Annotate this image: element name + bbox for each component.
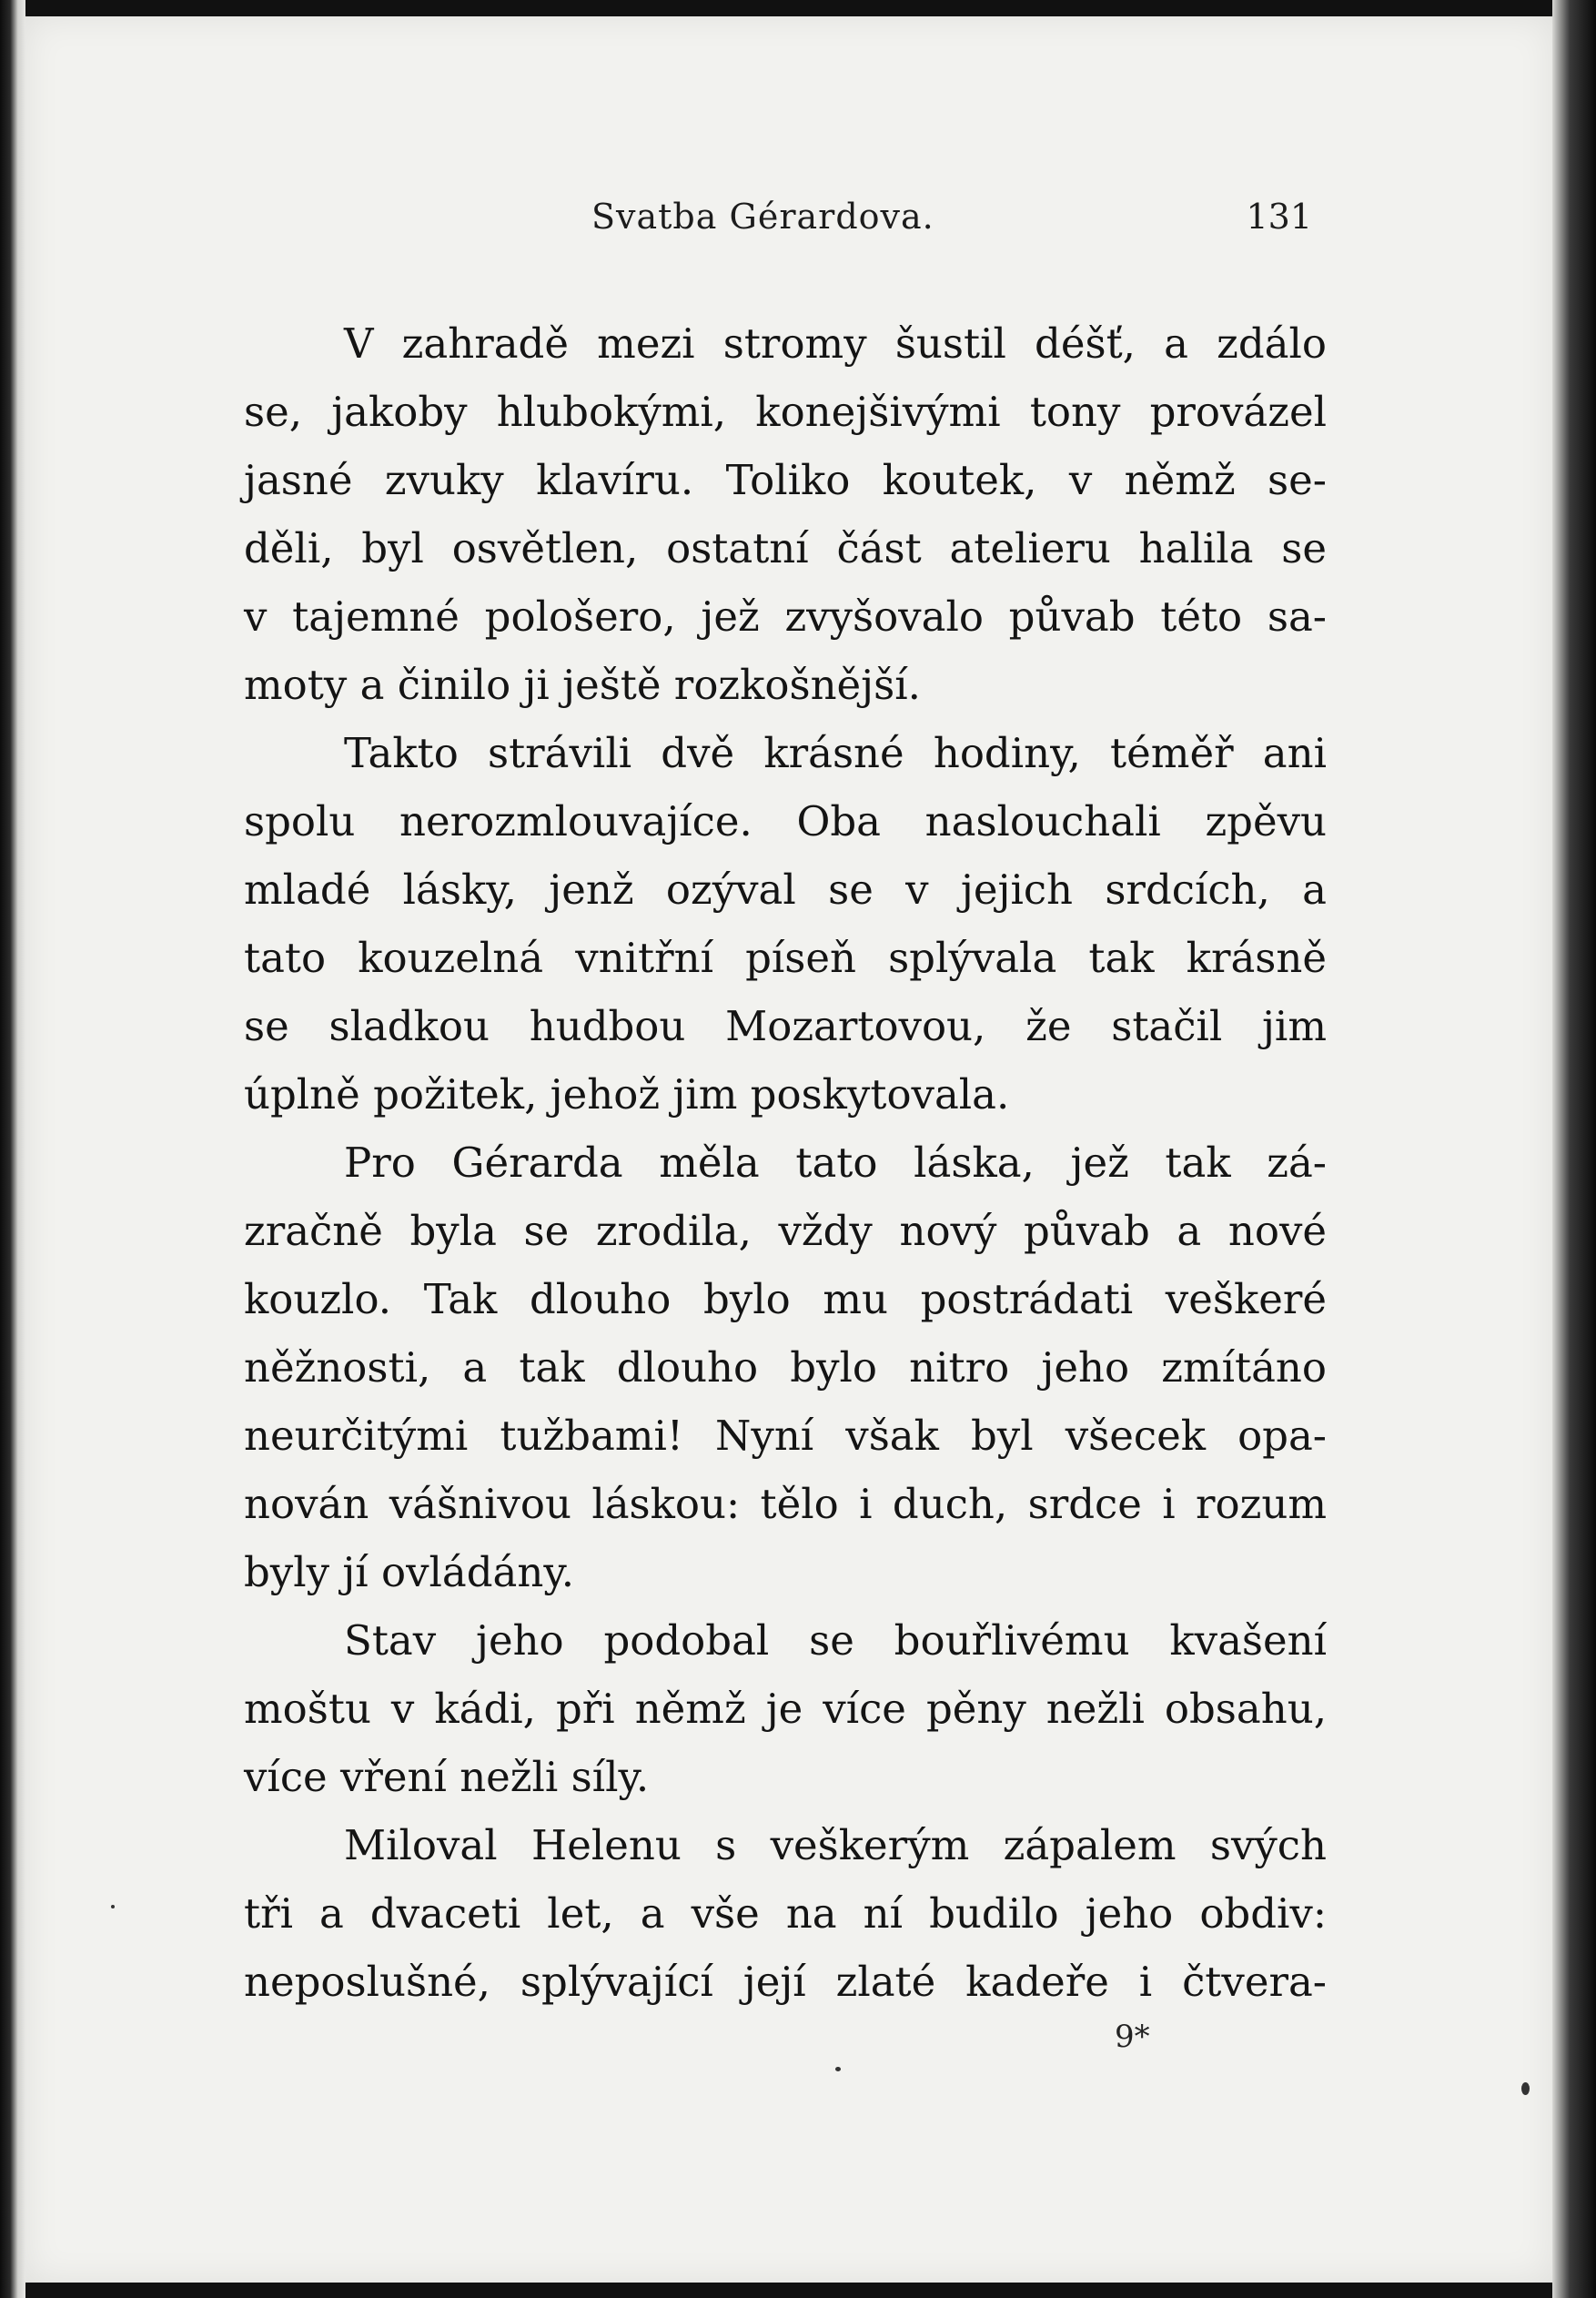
text-line: byly jí ovládány.: [244, 1548, 575, 1596]
text-line: neurčitými tužbami! Nyní však byl všecek opa-: [244, 1412, 1327, 1460]
page-header: [591, 197, 1319, 251]
body-text: [244, 309, 1327, 2016]
text-line: Miloval Helenu s veškerým zápalem svých: [344, 1821, 1327, 1869]
text-line: Pro Gérarda měla tato láska, jež tak zá-: [344, 1139, 1327, 1187]
text-line: zračně byla se zrodila, vždy nový půvab a nové: [244, 1207, 1327, 1255]
text-line: V zahradě mezi stromy šustil déšť, a zdálo: [344, 319, 1327, 368]
text-line: úplně požitek, jehož jim poskytovala.: [244, 1070, 1010, 1119]
right-page-edge: [1552, 0, 1596, 2298]
left-binding-edge: [0, 0, 25, 2298]
text-line: tato kouzelná vnitřní píseň splývala tak krásně: [244, 934, 1327, 982]
text-line: mladé lásky, jenž ozýval se v jejich srdcích, a: [244, 866, 1327, 914]
text-line: jasné zvuky klavíru. Toliko koutek, v němž se-: [244, 456, 1327, 504]
text-line: více vření nežli síly.: [244, 1753, 650, 1801]
page-number: 131: [1246, 197, 1312, 237]
text-line: spolu nerozmlouvajíce. Oba naslouchali zpěvu: [244, 797, 1327, 845]
ink-speck: [111, 1905, 115, 1908]
ink-speck: [1521, 2082, 1530, 2095]
text-line: moštu v kádi, při němž je více pěny nežli obsahu,: [244, 1685, 1327, 1733]
text-line: neposlušné, splývající její zlaté kadeře i čtvera-: [244, 1958, 1327, 2006]
text-line: nován vášnivou láskou: tělo i duch, srdce i rozum: [244, 1480, 1327, 1528]
signature-mark: 9*: [1115, 2019, 1150, 2055]
text-line: tři a dvaceti let, a vše na ní budilo jeho obdiv:: [244, 1889, 1327, 1938]
text-line: se, jakoby hlubokými, konejšivými tony provázel: [244, 388, 1327, 436]
text-line: v tajemné pološero, jež zvyšovalo půvab této sa-: [244, 592, 1327, 641]
ink-speck: [835, 2067, 841, 2071]
text-line: kouzlo. Tak dlouho bylo mu postrádati veškeré: [244, 1275, 1327, 1323]
text-line: moty a činilo ji ještě rozkošnější.: [244, 661, 921, 709]
text-line: Stav jeho podobal se bouřlivému kvašení: [344, 1616, 1327, 1665]
text-line: něžnosti, a tak dlouho bylo nitro jeho zmítáno: [244, 1343, 1327, 1392]
running-title: Svatba Gérardova.: [591, 197, 934, 237]
text-line: Takto strávili dvě krásné hodiny, téměř ani: [344, 729, 1327, 777]
text-line: se sladkou hudbou Mozartovou, že stačil jim: [244, 1002, 1327, 1050]
text-line: děli, byl osvětlen, ostatní část atelieru halila se: [244, 524, 1327, 572]
